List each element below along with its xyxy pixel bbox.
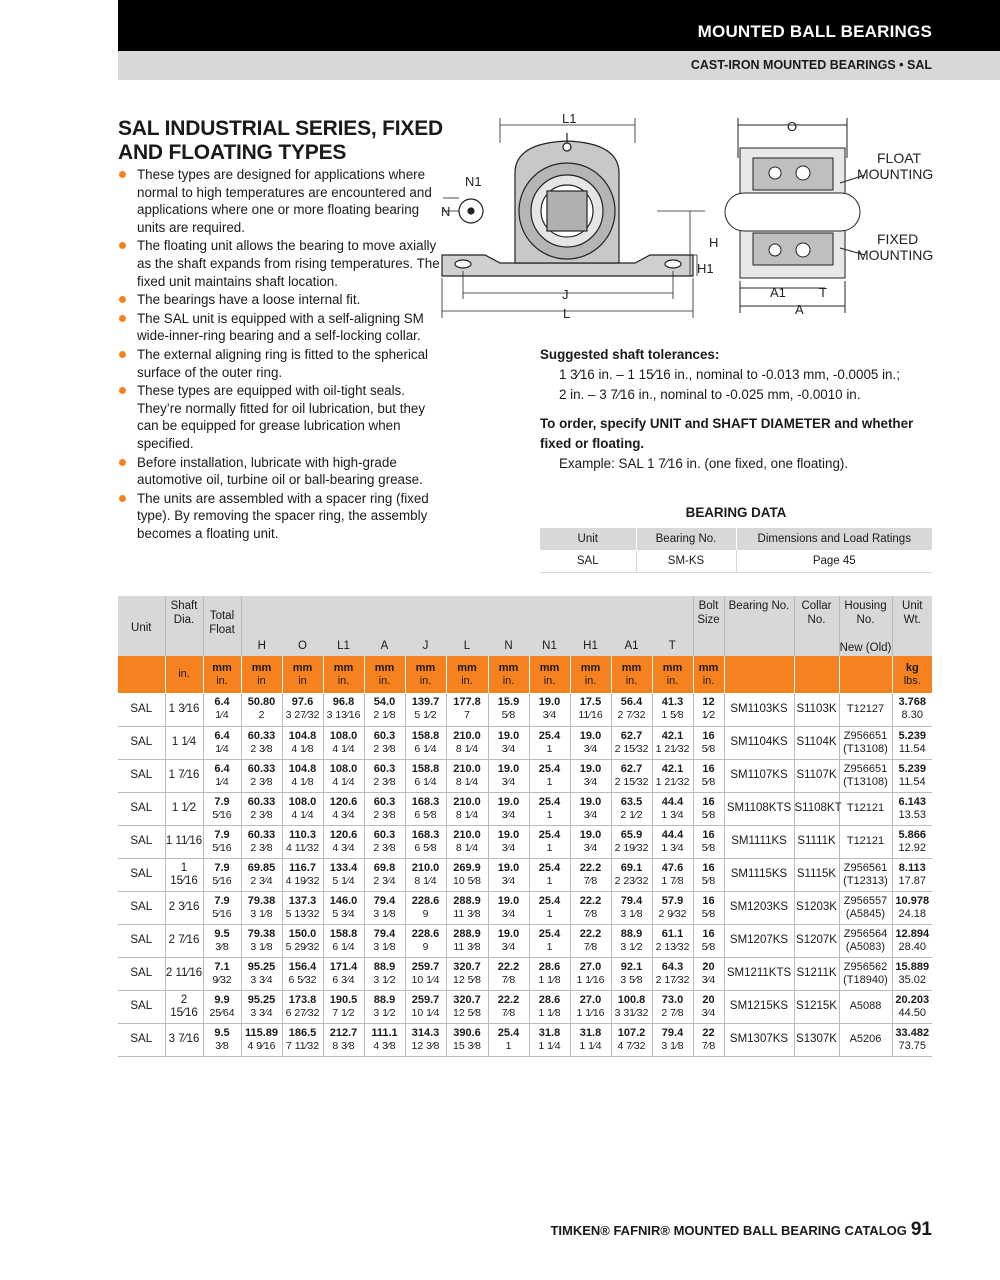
bullet-icon — [119, 315, 126, 322]
feature-item: The units are assembled with a spacer ring (fixed type). By removing the spacer ring, the assembly becomes a floating unit. — [118, 490, 448, 543]
table-cell: 62.7 2 15⁄32 — [611, 726, 652, 759]
table-cell: 16 5⁄8 — [693, 891, 724, 924]
table-cell: 210.0 8 1⁄4 — [446, 825, 488, 858]
table-cell: 8.113 17.87 — [892, 858, 932, 891]
table-cell: 33.482 73.75 — [892, 1023, 932, 1056]
th-bearing: Bearing No. — [724, 596, 794, 656]
table-cell: 12.894 28.40 — [892, 924, 932, 957]
table-cell: 107.2 4 7⁄32 — [611, 1023, 652, 1056]
bd-header-bearing: Bearing No. — [636, 528, 736, 550]
table-cell: 186.5 7 11⁄32 — [282, 1023, 323, 1056]
th-dim: N — [488, 596, 529, 656]
table-cell: S1215K — [794, 990, 839, 1023]
th-weight: Unit Wt. — [892, 596, 932, 656]
table-cell: 115.89 4 9⁄16 — [241, 1023, 282, 1056]
table-cell: 6.4 1⁄4 — [203, 759, 241, 792]
table-cell: S1207K — [794, 924, 839, 957]
table-cell: 104.8 4 1⁄8 — [282, 759, 323, 792]
table-cell: 390.6 15 3⁄8 — [446, 1023, 488, 1056]
table-cell: T12121 — [839, 792, 892, 825]
table-cell: 31.8 1 1⁄4 — [529, 1023, 570, 1056]
table-row — [118, 792, 932, 825]
subsection-header — [118, 51, 1000, 80]
order-instructions: To order, specify UNIT and SHAFT DIAMETER and whether fixed or floating. — [540, 416, 914, 451]
bd-header-unit: Unit — [540, 528, 636, 550]
table-cell: 44.4 1 3⁄4 — [652, 792, 693, 825]
bullet-icon — [119, 351, 126, 358]
table-cell: 25.4 1 — [529, 924, 570, 957]
table-cell: 61.1 2 13⁄32 — [652, 924, 693, 957]
fixed-label-1: FIXED — [877, 231, 919, 247]
table-cell: 20.203 44.50 — [892, 990, 932, 1023]
table-cell: 146.0 5 3⁄4 — [323, 891, 364, 924]
table-body — [118, 656, 932, 1056]
bd-cell: SAL — [540, 550, 636, 572]
table-cell: 88.9 3 1⁄2 — [364, 990, 405, 1023]
table-cell: SAL — [118, 858, 165, 891]
table-cell: 28.6 1 1⁄8 — [529, 990, 570, 1023]
table-cell: A5088 — [839, 990, 892, 1023]
table-cell: 19.0 3⁄4 — [488, 759, 529, 792]
page-number: 91 — [910, 1219, 932, 1240]
fixed-label-2: MOUNTING — [857, 247, 934, 263]
table-cell: 16 5⁄8 — [693, 726, 724, 759]
th-dim: O — [282, 596, 323, 656]
table-cell: 100.8 3 31⁄32 — [611, 990, 652, 1023]
table-cell: 16 5⁄8 — [693, 759, 724, 792]
table-cell: 9.5 3⁄8 — [203, 924, 241, 957]
table-row — [118, 726, 932, 759]
table-cell: 120.6 4 3⁄4 — [323, 792, 364, 825]
table-cell: S1307K — [794, 1023, 839, 1056]
table-cell: 60.3 2 3⁄8 — [364, 726, 405, 759]
table-cell: 19.0 3⁄4 — [488, 891, 529, 924]
table-cell: 288.9 11 3⁄8 — [446, 924, 488, 957]
th-float: Total Float — [203, 596, 241, 656]
table-row — [118, 693, 932, 726]
table-cell: 27.0 1 1⁄16 — [570, 957, 611, 990]
table-cell: 19.0 3⁄4 — [570, 726, 611, 759]
table-cell: 19.0 3⁄4 — [570, 792, 611, 825]
table-cell: 7.9 5⁄16 — [203, 891, 241, 924]
table-cell: S1115K — [794, 858, 839, 891]
table-cell: 19.0 3⁄4 — [570, 825, 611, 858]
table-cell: 139.7 5 1⁄2 — [405, 693, 446, 726]
table-cell: S1104K — [794, 726, 839, 759]
table-cell: 16 5⁄8 — [693, 825, 724, 858]
table-cell: 116.7 4 19⁄32 — [282, 858, 323, 891]
th-dim: H1 — [570, 596, 611, 656]
table-row — [118, 891, 932, 924]
table-cell: SM1103KS — [724, 693, 794, 726]
label-a1: A1 — [770, 285, 786, 300]
table-cell: SM1215KS — [724, 990, 794, 1023]
table-cell: A5206 — [839, 1023, 892, 1056]
label-o: O — [787, 119, 798, 134]
table-cell: 95.25 3 3⁄4 — [241, 957, 282, 990]
table-cell: 111.1 4 3⁄8 — [364, 1023, 405, 1056]
table-cell: 79.4 3 1⁄8 — [364, 924, 405, 957]
table-cell: 314.3 12 3⁄8 — [405, 1023, 446, 1056]
table-cell: SAL — [118, 726, 165, 759]
table-cell: 42.1 1 21⁄32 — [652, 726, 693, 759]
table-cell: 20 3⁄4 — [693, 990, 724, 1023]
table-cell: 63.5 2 1⁄2 — [611, 792, 652, 825]
table-cell: 1 7⁄16 — [165, 759, 203, 792]
th-dim: L1 — [323, 596, 364, 656]
bullet-icon — [119, 387, 126, 394]
table-cell: T12121 — [839, 825, 892, 858]
table-cell: T12127 — [839, 693, 892, 726]
table-cell: 57.9 2 9⁄32 — [652, 891, 693, 924]
table-cell: 150.0 5 29⁄32 — [282, 924, 323, 957]
table-cell: 92.1 3 5⁄8 — [611, 957, 652, 990]
bd-cell: Page 45 — [736, 550, 932, 572]
table-cell: 15.889 35.02 — [892, 957, 932, 990]
table-cell: 2 3⁄16 — [165, 891, 203, 924]
table-cell: 1 3⁄16 — [165, 693, 203, 726]
table-cell: 60.3 2 3⁄8 — [364, 825, 405, 858]
feature-item: The bearings have a loose internal fit. — [118, 291, 448, 309]
bullet-icon — [119, 459, 126, 466]
table-cell: SAL — [118, 693, 165, 726]
table-cell: 190.5 7 1⁄2 — [323, 990, 364, 1023]
table-cell: 1 15⁄16 — [165, 858, 203, 891]
table-cell: 25.4 1 — [488, 1023, 529, 1056]
table-cell: 7.9 5⁄16 — [203, 858, 241, 891]
feature-list — [118, 166, 451, 543]
table-cell: S1111K — [794, 825, 839, 858]
table-cell: 104.8 4 1⁄8 — [282, 726, 323, 759]
table-cell: 25.4 1 — [529, 792, 570, 825]
table-cell: 41.3 1 5⁄8 — [652, 693, 693, 726]
bearing-data-title: BEARING DATA — [685, 505, 787, 520]
label-l1: L1 — [562, 113, 577, 126]
table-cell: 25.4 1 — [529, 891, 570, 924]
table-cell: Z956651 (T13108) — [839, 759, 892, 792]
table-cell: 19.0 3⁄4 — [488, 825, 529, 858]
table-cell: 60.3 2 3⁄8 — [364, 792, 405, 825]
table-cell: 120.6 4 3⁄4 — [323, 825, 364, 858]
th-bolt: Bolt Size — [693, 596, 724, 656]
table-cell: 54.0 2 1⁄8 — [364, 693, 405, 726]
table-cell: 22.2 7⁄8 — [570, 858, 611, 891]
table-cell: 259.7 10 1⁄4 — [405, 957, 446, 990]
cross-section-view — [725, 118, 865, 313]
order-example: Example: SAL 1 7⁄16 in. (one fixed, one floating). — [559, 456, 849, 471]
table-cell: 96.8 3 13⁄16 — [323, 693, 364, 726]
tolerances-heading: Suggested shaft tolerances: — [540, 347, 720, 362]
table-cell: S1211K — [794, 957, 839, 990]
subsection-title: CAST-IRON MOUNTED BEARINGS • SAL — [690, 58, 932, 72]
table-cell: 10.978 24.18 — [892, 891, 932, 924]
th-dim: A — [364, 596, 405, 656]
table-cell: SM1107KS — [724, 759, 794, 792]
table-cell: 95.25 3 3⁄4 — [241, 990, 282, 1023]
table-cell: 60.33 2 3⁄8 — [241, 792, 282, 825]
table-cell: 17.5 11⁄16 — [570, 693, 611, 726]
table-cell: 210.0 8 1⁄4 — [446, 792, 488, 825]
table-cell: 6.4 1⁄4 — [203, 693, 241, 726]
table-cell: 16 5⁄8 — [693, 924, 724, 957]
table-cell: SM1115KS — [724, 858, 794, 891]
table-cell: 320.7 12 5⁄8 — [446, 990, 488, 1023]
table-cell: 1 11⁄16 — [165, 825, 203, 858]
th-dim: N1 — [529, 596, 570, 656]
feature-item: These types are equipped with oil-tight seals. They’re normally fitted for oil lubrication, but they can be equipped for grease lubrication when specified. — [118, 382, 448, 452]
table-cell: 228.6 9 — [405, 891, 446, 924]
table-row — [118, 825, 932, 858]
table-cell: 171.4 6 3⁄4 — [323, 957, 364, 990]
table-cell: 19.0 3⁄4 — [488, 792, 529, 825]
table-cell: 5.866 12.92 — [892, 825, 932, 858]
bullet-icon — [119, 495, 126, 502]
feature-item: The floating unit allows the bearing to move axially as the shaft expands from rising temperatures. The fixed unit maintains shaft location. — [118, 237, 448, 290]
table-cell: 88.9 3 1⁄2 — [364, 957, 405, 990]
table-cell: 5.239 11.54 — [892, 759, 932, 792]
table-cell: 210.0 8 1⁄4 — [405, 858, 446, 891]
table-cell: S1108KT — [794, 792, 839, 825]
table-cell: 259.7 10 1⁄4 — [405, 990, 446, 1023]
table-cell: 20 3⁄4 — [693, 957, 724, 990]
table-cell: 97.6 3 27⁄32 — [282, 693, 323, 726]
table-cell: 108.0 4 1⁄4 — [323, 759, 364, 792]
table-cell: 22.2 7⁄8 — [570, 924, 611, 957]
table-row — [118, 759, 932, 792]
table-cell: 25.4 1 — [529, 759, 570, 792]
th-dim: J — [405, 596, 446, 656]
table-cell: 15.9 5⁄8 — [488, 693, 529, 726]
table-cell: 65.9 2 19⁄32 — [611, 825, 652, 858]
table-cell: 22 7⁄8 — [693, 1023, 724, 1056]
table-cell: SM1108KTS — [724, 792, 794, 825]
table-cell: 79.38 3 1⁄8 — [241, 891, 282, 924]
table-cell: 28.6 1 1⁄8 — [529, 957, 570, 990]
table-cell: 320.7 12 5⁄8 — [446, 957, 488, 990]
table-cell: 27.0 1 1⁄16 — [570, 990, 611, 1023]
table-cell: 25.4 1 — [529, 726, 570, 759]
feature-item: The SAL unit is equipped with a self-aligning SM wide-inner-ring bearing and a self-locking collar. — [118, 310, 448, 345]
table-cell: 2 7⁄16 — [165, 924, 203, 957]
table-cell: 50.80 2 — [241, 693, 282, 726]
table-cell: 156.4 6 5⁄32 — [282, 957, 323, 990]
table-cell: 9.9 25⁄64 — [203, 990, 241, 1023]
table-cell: 60.3 2 3⁄8 — [364, 759, 405, 792]
section-header — [118, 0, 1000, 51]
table-cell: SM1111KS — [724, 825, 794, 858]
table-cell: 79.4 3 1⁄8 — [611, 891, 652, 924]
table-cell: SAL — [118, 759, 165, 792]
table-cell: 79.4 3 1⁄8 — [364, 891, 405, 924]
table-cell: 12 1⁄2 — [693, 693, 724, 726]
tolerance-line-2: 2 in. – 3 7⁄16 in., nominal to -0.025 mm, -0.0010 in. — [559, 387, 861, 402]
table-cell: 210.0 8 1⁄4 — [446, 759, 488, 792]
table-cell: 25.4 1 — [529, 825, 570, 858]
table-cell: 212.7 8 3⁄8 — [323, 1023, 364, 1056]
label-n1: N1 — [465, 174, 482, 189]
th-dim: A1 — [611, 596, 652, 656]
table-cell: 210.0 8 1⁄4 — [446, 726, 488, 759]
table-cell: 108.0 4 1⁄4 — [282, 792, 323, 825]
table-cell: Z956561 (T12313) — [839, 858, 892, 891]
bd-header-dims: Dimensions and Load Ratings — [736, 528, 932, 550]
table-cell: 73.0 2 7⁄8 — [652, 990, 693, 1023]
table-cell: 288.9 11 3⁄8 — [446, 891, 488, 924]
table-cell: SAL — [118, 825, 165, 858]
table-cell: 19.0 3⁄4 — [488, 726, 529, 759]
table-cell: 88.9 3 1⁄2 — [611, 924, 652, 957]
table-cell: 158.8 6 1⁄4 — [405, 759, 446, 792]
table-cell: 69.85 2 3⁄4 — [241, 858, 282, 891]
section-title: MOUNTED BALL BEARINGS — [697, 22, 932, 41]
table-cell: 69.8 2 3⁄4 — [364, 858, 405, 891]
table-cell: 110.3 4 11⁄32 — [282, 825, 323, 858]
table-cell: 158.8 6 1⁄4 — [405, 726, 446, 759]
bullet-icon — [119, 171, 126, 178]
table-cell: 22.2 7⁄8 — [488, 957, 529, 990]
catalog-name: TIMKEN® FAFNIR® MOUNTED BALL BEARING CATALOG — [550, 1223, 907, 1238]
table-cell: 42.1 1 21⁄32 — [652, 759, 693, 792]
table-cell: SAL — [118, 891, 165, 924]
float-label-2: MOUNTING — [857, 166, 934, 182]
th-dim: T — [652, 596, 693, 656]
table-cell: 64.3 2 17⁄32 — [652, 957, 693, 990]
table-cell: Z956651 (T13108) — [839, 726, 892, 759]
float-label-1: FLOAT — [877, 150, 922, 166]
table-cell: S1107K — [794, 759, 839, 792]
label-h: H — [709, 235, 719, 250]
table-cell: 25.4 1 — [529, 858, 570, 891]
table-cell: 5.239 11.54 — [892, 726, 932, 759]
units-row: in. mm in. mm in mm in mm in. mm in. mm in. mm in. mm in. mm in. mm in. mm in. mm in. mm in. kg lbs. — [118, 656, 932, 693]
th-shaft: Shaft Dia. — [165, 596, 203, 656]
table-cell: Z956564 (A5083) — [839, 924, 892, 957]
table-row — [118, 990, 932, 1023]
table-cell: 158.8 6 1⁄4 — [323, 924, 364, 957]
table-cell: 22.2 7⁄8 — [488, 990, 529, 1023]
label-t: T — [819, 285, 827, 300]
label-h1: H1 — [697, 261, 714, 276]
table-cell: 269.9 10 5⁄8 — [446, 858, 488, 891]
table-row — [118, 924, 932, 957]
feature-item: Before installation, lubricate with high-grade automotive oil, turbine oil or ball-bearing grease. — [118, 454, 448, 489]
page-title: SAL INDUSTRIAL SERIES, FIXED AND FLOATING TYPES — [118, 117, 444, 164]
feature-item: These types are designed for applications where normal to high temperatures are encountered and applications where one or more floating bearing units are required. — [118, 166, 448, 236]
table-cell: 173.8 6 27⁄32 — [282, 990, 323, 1023]
table-cell: 19.0 3⁄4 — [488, 858, 529, 891]
table-cell: 9.5 3⁄8 — [203, 1023, 241, 1056]
table-cell: 2 15⁄16 — [165, 990, 203, 1023]
table-cell: 133.4 5 1⁄4 — [323, 858, 364, 891]
table-cell: 31.8 1 1⁄4 — [570, 1023, 611, 1056]
table-cell: SAL — [118, 924, 165, 957]
table-cell: 79.38 3 1⁄8 — [241, 924, 282, 957]
table-cell: 16 5⁄8 — [693, 858, 724, 891]
feature-item: The external aligning ring is fitted to the spherical surface of the outer ring. — [118, 346, 448, 381]
table-cell: SM1211KTS — [724, 957, 794, 990]
th-dim: H — [241, 596, 282, 656]
table-cell: 1 1⁄4 — [165, 726, 203, 759]
table-cell: 228.6 9 — [405, 924, 446, 957]
table-cell: 177.8 7 — [446, 693, 488, 726]
table-cell: 6.143 13.53 — [892, 792, 932, 825]
dimensions-table — [118, 596, 932, 1057]
table-cell: 19.0 3⁄4 — [570, 759, 611, 792]
table-cell: 69.1 2 23⁄32 — [611, 858, 652, 891]
table-cell: 3 7⁄16 — [165, 1023, 203, 1056]
bearing-data-table — [540, 528, 932, 573]
table-cell: 62.7 2 15⁄32 — [611, 759, 652, 792]
table-cell: 168.3 6 5⁄8 — [405, 825, 446, 858]
table-cell: 7.9 5⁄16 — [203, 792, 241, 825]
shaft-tolerances — [540, 345, 940, 474]
table-cell: 19.0 3⁄4 — [529, 693, 570, 726]
table-cell: SM1207KS — [724, 924, 794, 957]
th-unit: Unit — [118, 596, 165, 656]
pillow-block-front-view — [442, 133, 693, 276]
table-cell: 19.0 3⁄4 — [488, 924, 529, 957]
table-cell: SAL — [118, 957, 165, 990]
bearing-diagram — [435, 113, 955, 328]
th-collar: Collar No. — [794, 596, 839, 656]
table-cell: 79.4 3 1⁄8 — [652, 1023, 693, 1056]
table-cell: 108.0 4 1⁄4 — [323, 726, 364, 759]
table-cell: SAL — [118, 1023, 165, 1056]
tolerance-line-1: 1 3⁄16 in. – 1 15⁄16 in., nominal to -0.013 mm, -0.0005 in.; — [559, 367, 900, 382]
table-cell: SM1203KS — [724, 891, 794, 924]
table-row — [118, 957, 932, 990]
table-cell: 6.4 1⁄4 — [203, 726, 241, 759]
table-cell: 168.3 6 5⁄8 — [405, 792, 446, 825]
table-cell: 60.33 2 3⁄8 — [241, 759, 282, 792]
table-cell: 7.9 5⁄16 — [203, 825, 241, 858]
table-cell: SM1104KS — [724, 726, 794, 759]
th-housing: Housing No. New (Old) — [839, 596, 892, 656]
label-n: N — [441, 204, 451, 219]
table-cell: SAL — [118, 990, 165, 1023]
label-l: L — [563, 306, 571, 321]
table-cell: 22.2 7⁄8 — [570, 891, 611, 924]
table-row — [118, 858, 932, 891]
table-cell: S1103K — [794, 693, 839, 726]
th-dim: L — [446, 596, 488, 656]
page-footer — [550, 1219, 932, 1241]
table-cell: 60.33 2 3⁄8 — [241, 726, 282, 759]
table-cell: 3.768 8.30 — [892, 693, 932, 726]
label-a: A — [795, 302, 804, 317]
label-j: J — [562, 287, 569, 302]
table-cell: 56.4 2 7⁄32 — [611, 693, 652, 726]
table-cell: SAL — [118, 792, 165, 825]
table-cell: S1203K — [794, 891, 839, 924]
table-cell: 44.4 1 3⁄4 — [652, 825, 693, 858]
table-cell: 2 11⁄16 — [165, 957, 203, 990]
table-row — [118, 1023, 932, 1056]
table-cell: 137.3 5 13⁄32 — [282, 891, 323, 924]
table-cell: 7.1 9⁄32 — [203, 957, 241, 990]
table-cell: Z956557 (A5845) — [839, 891, 892, 924]
bullet-icon — [119, 242, 126, 249]
bullet-icon — [119, 296, 126, 303]
table-cell: SM1307KS — [724, 1023, 794, 1056]
bd-cell: SM-KS — [636, 550, 736, 572]
table-cell: Z956562 (T18940) — [839, 957, 892, 990]
table-cell: 60.33 2 3⁄8 — [241, 825, 282, 858]
table-cell: 47.6 1 7⁄8 — [652, 858, 693, 891]
table-cell: 1 1⁄2 — [165, 792, 203, 825]
table-cell: 16 5⁄8 — [693, 792, 724, 825]
